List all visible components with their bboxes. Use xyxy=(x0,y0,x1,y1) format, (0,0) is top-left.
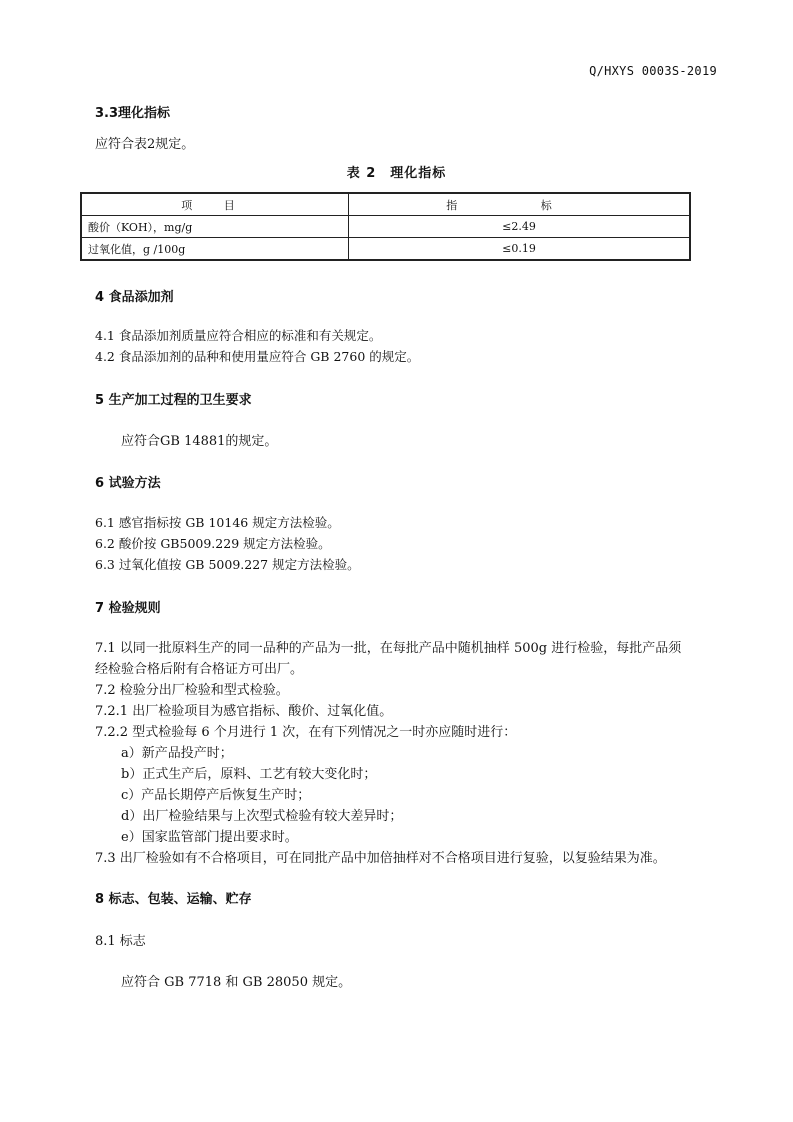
section-7-2-1-text: 7.2.1 出厂检验项目为感官指标、酸价、过氧化值。 xyxy=(95,704,393,719)
table-2 xyxy=(80,192,691,261)
section-7-3-text: 7.3 出厂检验如有不合格项目，可在同批产品中加倍抽样对不合格项目进行复验，以复验结果为准。 xyxy=(95,851,666,866)
section-6-1-text: 6.1 感官指标按 GB 10146 规定方法检验。 xyxy=(95,515,340,530)
col-header-index-label: 指 标 xyxy=(446,198,592,212)
document-code: Q/HXYS 0003S-2019 xyxy=(589,64,717,78)
section-5-title: 5 生产加工过程的卫生要求 xyxy=(95,393,252,408)
list-item: b）正式生产后，原料、工艺有较大变化时； xyxy=(121,767,377,782)
section-6-3-text: 6.3 过氧化值按 GB 5009.227 规定方法检验。 xyxy=(95,557,360,572)
table-row xyxy=(81,238,690,261)
section-7-title: 7 检验规则 xyxy=(95,601,161,616)
table-2-caption: 表 2 理化指标 xyxy=(346,166,447,181)
table-cell-item: 过氧化值，g /100g xyxy=(81,238,349,261)
section-4-1-text: 4.1 食品添加剂质量应符合相应的标准和有关规定。 xyxy=(95,328,382,343)
section-6-2-text: 6.2 酸价按 GB5009.229 规定方法检验。 xyxy=(95,536,331,551)
list-item: d）出厂检验结果与上次型式检验有较大差异时； xyxy=(121,809,403,824)
table-cell-item: 酸价（KOH），mg/g xyxy=(81,216,349,238)
table-row xyxy=(81,216,690,238)
section-5-text: 应符合GB 14881的规定。 xyxy=(121,434,278,449)
section-7-2-text: 7.2 检验分出厂检验和型式检验。 xyxy=(95,683,289,698)
list-item: c）产品长期停产后恢复生产时； xyxy=(121,788,311,803)
section-3-3-title: 3.3理化指标 xyxy=(95,106,171,121)
section-8-1-text: 应符合 GB 7718 和 GB 28050 规定。 xyxy=(121,975,352,990)
section-8-title: 8 标志、包装、运输、贮存 xyxy=(95,892,252,907)
section-4-2-text: 4.2 食品添加剂的品种和使用量应符合 GB 2760 的规定。 xyxy=(95,349,420,364)
table-cell-value: ≤2.49 xyxy=(349,216,691,238)
list-item: a）新产品投产时； xyxy=(121,746,233,761)
list-item: e）国家监管部门提出要求时。 xyxy=(121,830,298,845)
section-4-title: 4 食品添加剂 xyxy=(95,290,174,305)
section-7-1-text-line2: 经检验合格后附有合格证方可出厂。 xyxy=(95,662,304,677)
col-header-index xyxy=(349,193,691,216)
section-6-title: 6 试验方法 xyxy=(95,476,161,491)
section-8-1-title: 8.1 标志 xyxy=(95,934,146,949)
col-header-item-label: 项 目 xyxy=(181,198,249,212)
section-7-2-2-text: 7.2.2 型式检验每 6 个月进行 1 次，在有下列情况之一时亦应随时进行： xyxy=(95,725,517,740)
col-header-item xyxy=(81,193,349,216)
table-cell-value: ≤0.19 xyxy=(349,238,691,261)
table-header-row xyxy=(81,193,690,216)
section-3-3-text: 应符合表2规定。 xyxy=(95,137,195,152)
section-7-1-text-line1: 7.1 以同一批原料生产的同一品种的产品为一批，在每批产品中随机抽样 500g 进行检验，每批产品须 xyxy=(95,641,682,656)
